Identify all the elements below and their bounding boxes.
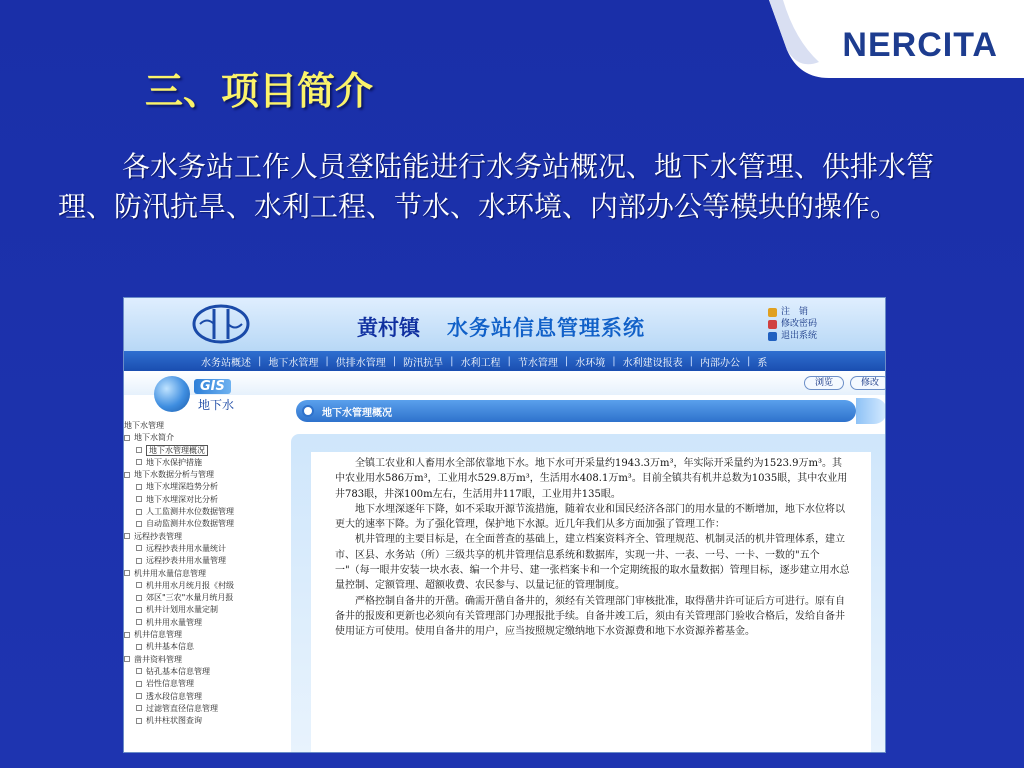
lock-icon [768, 320, 777, 329]
tree-item[interactable] [124, 506, 274, 518]
tree-collapse-icon [124, 435, 130, 441]
app-header-links [768, 306, 817, 342]
content-paragraph: 全镇工农业和人畜用水全部依靠地下水。地下水可开采量约1943.3万m³，年实际开采量约为1523.9万m³。其中农业用水586万m³，工业用水529.8万m³，生活用水408.1万m³。目前全镇共有机井总数为1035眼，其中农业用井783眼，井深100m左右，生活用井117眼，工业用井135眼。 [335, 458, 848, 500]
change-password-label: 修改密码 [781, 319, 818, 329]
tree-leaf-icon [136, 582, 142, 588]
tree-label: 地下水管理 [124, 421, 164, 430]
tree-label: 透水段信息管理 [146, 691, 202, 701]
tree-leaf-icon [136, 558, 142, 564]
nav-separator: | [392, 355, 397, 367]
nav-item-flood-drought[interactable]: 防汛抗旱 [403, 357, 444, 369]
tree-item[interactable] [124, 617, 274, 629]
nav-separator: | [325, 355, 329, 367]
app-title-system: 水务站信息管理系统 [447, 316, 645, 340]
content-paragraph: 严格控制自备井的开凿。确需开凿自备井的，须经有关管理部门审核批准，取得凿井许可证后方可进行。原有自备井的报废和更新也必须向有关管理部门办理报批手续。自备井竣工后，须由有关管理部门验收合格后，发给自备井使用证方可使用。使用自备井的用户，应当按照规定缴纳地下水资源费和地下水资源养蓄基金。 [335, 595, 845, 638]
tree-label: 郊区"三农"水量月统月报 [146, 593, 234, 603]
content-paragraph: 地下水埋深逐年下降，如不采取开源节流措施，随着农业和国民经济各部门的用水量的不断增加，地下水位将以更大的速率下降。为了强化管理，保护地下水源。近几年我们从多方面加强了管理工作： [335, 503, 845, 531]
tree-item[interactable] [124, 518, 274, 530]
tree-label: 地下水简介 [134, 433, 174, 443]
app-title-town: 黄村镇 [357, 316, 420, 340]
slide-title: 三、项目简介 [145, 69, 374, 113]
tree-label: 机井用水量管理 [146, 617, 202, 627]
tree-leaf-icon [136, 644, 142, 650]
nav-separator: | [689, 355, 693, 367]
slide-body-text [58, 147, 988, 227]
nav-item-office[interactable]: 内部办公 [700, 357, 740, 369]
nav-separator: | [564, 355, 569, 367]
tree-leaf-icon [136, 447, 142, 453]
tree-label: 机井计划用水量定制 [146, 605, 218, 615]
nav-item-supply-drainage[interactable]: 供排水管理 [335, 357, 386, 369]
tree-item[interactable] [124, 445, 274, 457]
gis-badge[interactable] [136, 376, 254, 416]
nav-item-overview[interactable]: 水务站概述 [201, 357, 251, 369]
tree-label: 人工监测井水位数据管理 [146, 507, 234, 517]
globe-icon [154, 376, 190, 412]
edit-button[interactable]: 修改 [850, 376, 886, 390]
tree-item[interactable] [124, 666, 274, 678]
nav-item-environment[interactable]: 水环境 [575, 357, 606, 369]
tree-item[interactable] [124, 580, 274, 592]
tree-item[interactable] [124, 457, 274, 469]
content-tab-header [296, 400, 856, 422]
tree-label: 机井基本信息 [146, 642, 194, 652]
tree-label: 地下水埋深对比分析 [146, 494, 218, 504]
tree-leaf-icon [136, 484, 142, 490]
tree-label: 机井用水量信息管理 [134, 568, 206, 578]
tree-label: 地下水管理概况 [146, 445, 208, 456]
tree-root[interactable] [124, 420, 274, 432]
slide-body-content: 各水务站工作人员登陆能进行水务站概况、地下水管理、供排水管理、防汛抗旱、水利工程、节水、水环境、内部办公等模块的操作。 [58, 150, 935, 223]
tree-item[interactable] [124, 481, 274, 493]
logout-link[interactable] [768, 306, 817, 318]
tree-leaf-icon [136, 545, 142, 551]
tree-leaf-icon [136, 681, 142, 687]
tree-item[interactable] [124, 691, 274, 703]
tree-leaf-icon [136, 496, 142, 502]
tree-group[interactable] [124, 531, 274, 543]
tree-leaf-icon [136, 521, 142, 527]
nav-item-groundwater[interactable]: 地下水管理 [268, 357, 319, 369]
nav-item-water-saving[interactable]: 节水管理 [517, 357, 558, 369]
tree-collapse-icon [124, 570, 130, 576]
exit-icon [768, 332, 777, 341]
tree-collapse-icon [124, 632, 130, 638]
gis-label: GIS [194, 379, 231, 394]
tree-item[interactable] [124, 641, 274, 653]
content-paragraph: 机井管理的主要目标是，在全面普查的基础上，建立档案资料齐全、管理规范、机制灵活的机井管理体系，建立市、区县、水务站（所）三级共享的机井管理信息系统和数据库，实现一井、一表、一号、一卡、一数的"五个一"（每一眼井安装一块水表、编一个井号、建一张档案卡和一个定期统报的取水量数据）管理目标，逐步建立用水总量控制、定额管理、超额收费、农民参与、以量记征的管理制度。 [335, 534, 850, 592]
tree-label: 远程抄表管理 [134, 531, 182, 541]
tree-leaf-icon [136, 595, 142, 601]
tree-item[interactable] [124, 715, 274, 727]
water-emblem-icon [192, 303, 250, 345]
tree-leaf-icon [136, 693, 142, 699]
tree-label: 地下水数据分析与管理 [134, 470, 214, 480]
tree-label: 远程抄表井用水量统计 [146, 543, 226, 553]
content-tab-title: 地下水管理概况 [322, 408, 392, 419]
tree-group[interactable] [124, 629, 274, 641]
nercita-logo [769, 0, 1024, 78]
tab-bullet-icon [302, 405, 314, 417]
tree-label: 地下水保护措施 [146, 457, 202, 467]
tree-label: 机井柱状图查询 [146, 716, 202, 726]
tab-decoration [856, 398, 886, 424]
tree-label: 岩性信息管理 [146, 679, 194, 689]
tree-item[interactable] [124, 555, 274, 567]
nav-separator: | [507, 355, 511, 367]
tree-leaf-icon [136, 705, 142, 711]
tree-label: 地下水埋深趋势分析 [146, 482, 218, 492]
nav-separator: | [258, 355, 262, 367]
app-screenshot [123, 297, 886, 753]
nav-separator: | [747, 355, 751, 367]
tree-leaf-icon [136, 668, 142, 674]
tree-item[interactable] [124, 678, 274, 690]
tree-label: 机井信息管理 [134, 630, 182, 640]
tree-label: 钻孔基本信息管理 [146, 666, 210, 676]
logout-label: 注 销 [781, 307, 809, 317]
content-inner [311, 452, 871, 753]
tree-collapse-icon [124, 656, 130, 662]
app-nav-bar [124, 351, 886, 371]
tree-label: 机井用水月统月报《村级 [146, 580, 234, 590]
tree-label: 过滤管直径信息管理 [146, 703, 218, 713]
nav-item-reports[interactable]: 水利建设报表 [622, 357, 683, 369]
nav-item-water-projects[interactable]: 水利工程 [460, 357, 501, 369]
tree-leaf-icon [136, 607, 142, 613]
tree-collapse-icon [124, 472, 130, 478]
tree-group[interactable] [124, 568, 274, 580]
exit-system-link[interactable] [768, 330, 817, 342]
tree-group[interactable] [124, 432, 274, 444]
tree-leaf-icon [136, 509, 142, 515]
tree-label: 凿井资料管理 [134, 654, 182, 664]
groundwater-tree [124, 420, 274, 727]
nav-item-more[interactable]: 系 [757, 357, 768, 369]
tree-leaf-icon [136, 459, 142, 465]
content-panel [291, 434, 886, 753]
app-header [124, 298, 886, 351]
tree-item[interactable] [124, 543, 274, 555]
tree-collapse-icon [124, 533, 130, 539]
nav-separator: | [450, 355, 454, 367]
tree-label: 远程抄表井用水量管理 [146, 556, 226, 566]
tree-item[interactable] [124, 703, 274, 715]
logo-text: NERCITA [842, 26, 998, 64]
content-text [335, 456, 850, 640]
tree-label: 自动监测井水位数据管理 [146, 519, 234, 529]
tree-leaf-icon [136, 718, 142, 724]
tree-item[interactable] [124, 494, 274, 506]
gis-subtitle: 地下水 [198, 398, 235, 412]
browse-button[interactable]: 浏览 [804, 376, 844, 390]
tree-group[interactable] [124, 654, 274, 666]
tree-item[interactable] [124, 604, 274, 616]
exit-system-label: 退出系统 [781, 331, 818, 341]
tree-item[interactable] [124, 592, 274, 604]
logout-icon [768, 308, 777, 317]
tree-leaf-icon [136, 619, 142, 625]
change-password-link[interactable] [768, 318, 817, 330]
nav-separator: | [612, 355, 616, 367]
tree-group[interactable] [124, 469, 274, 481]
